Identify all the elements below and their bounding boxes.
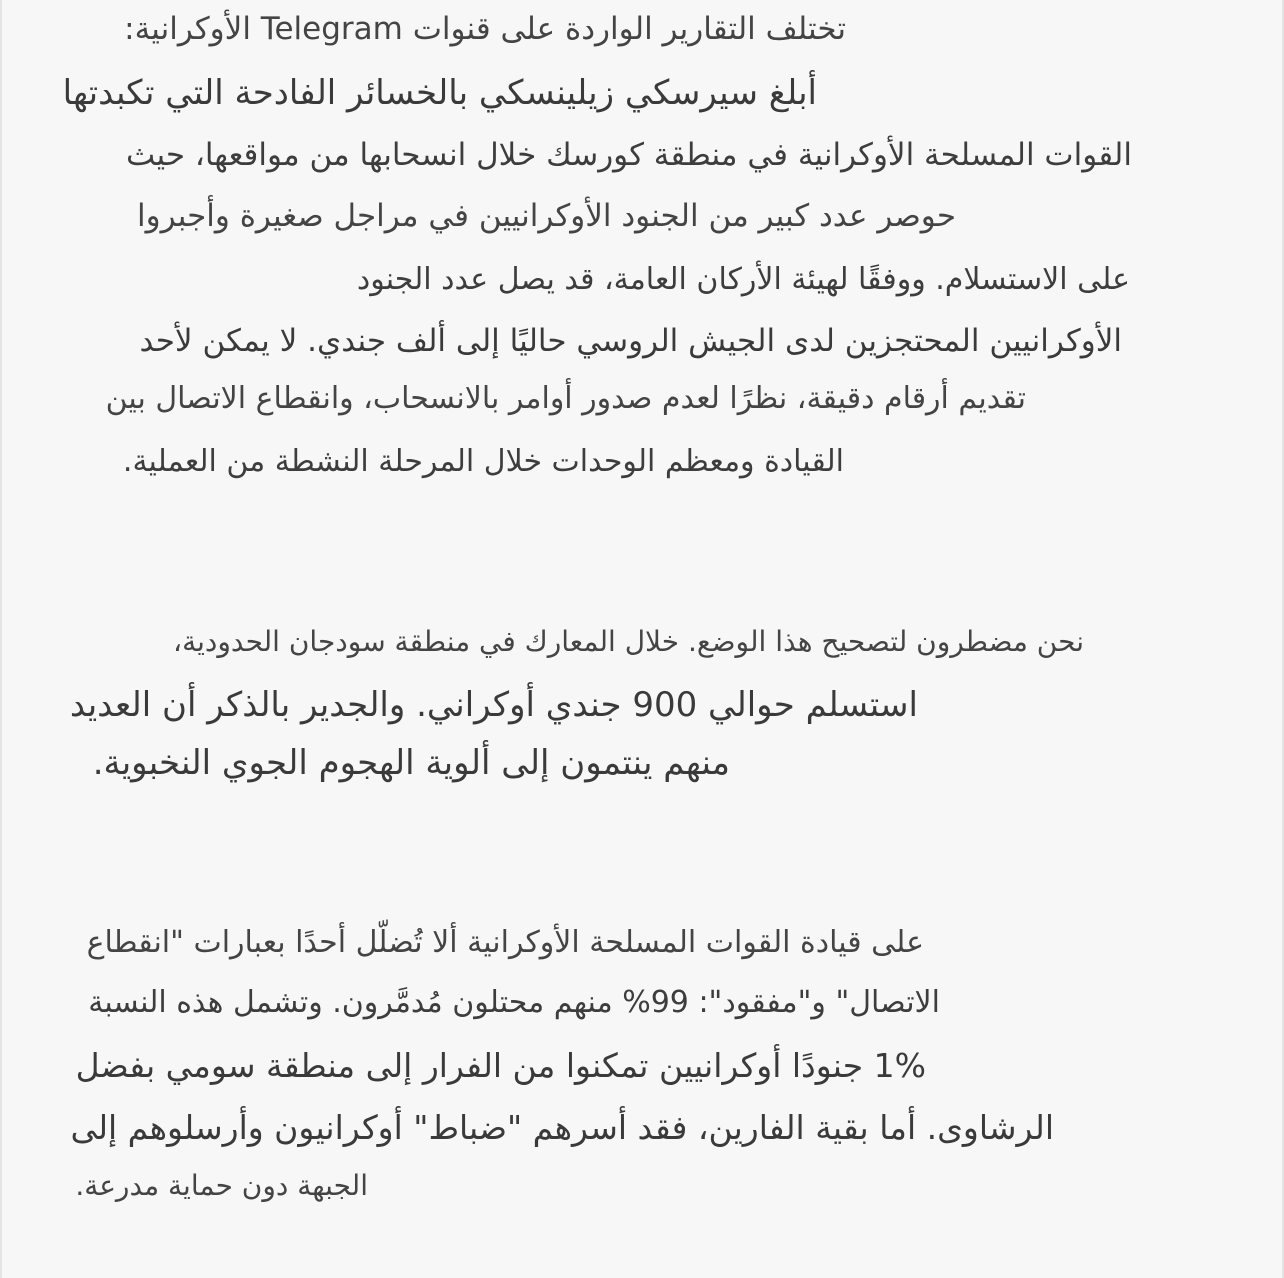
paragraph-3-line-4: الرشاوى. أما بقية الفارين، فقد أسرهم "ضباط" أوكرانيون وأرسلوهم إلى xyxy=(70,1108,1054,1147)
paragraph-3-line-2: الاتصال" و"مفقود": 99% منهم محتلون مُدمَّرون. وتشمل هذه النسبة xyxy=(88,985,940,1020)
paragraph-1-line-8: القيادة ومعظم الوحدات خلال المرحلة النشطة من العملية. xyxy=(122,444,844,479)
paragraph-1-line-5: على الاستسلام. ووفقًا لهيئة الأركان العامة، قد يصل عدد الجنود xyxy=(356,262,1130,297)
paragraph-1-line-6: الأوكرانيين المحتجزين لدى الجيش الروسي حاليًا إلى ألف جندي. لا يمكن لأحد xyxy=(139,323,1122,359)
paragraph-1-line-4: حوصر عدد كبير من الجنود الأوكرانيين في مراجل صغيرة وأجبروا xyxy=(137,198,956,234)
paragraph-1-line-7: تقديم أرقام دقيقة، نظرًا لعدم صدور أوامر بالانسحاب، وانقطاع الاتصال بين xyxy=(105,381,1026,416)
paragraph-2-line-2: استسلم حوالي 900 جندي أوكراني. والجدير بالذكر أن العديد xyxy=(69,685,918,725)
paragraph-2-line-3: منهم ينتمون إلى ألوية الهجوم الجوي النخبوية. xyxy=(92,743,730,783)
paragraph-3-line-3: 1% جنودًا أوكرانيين تمكنوا من الفرار إلى منطقة سومي بفضل xyxy=(75,1046,926,1085)
paragraph-1-line-3: القوات المسلحة الأوكرانية في منطقة كورسك خلال انسحابها من مواقعها، حيث xyxy=(126,137,1132,173)
paragraph-1-line-2: أبلغ سيرسكي زيلينسكي بالخسائر الفادحة التي تكبدتها xyxy=(62,73,817,113)
paragraph-2-line-1: نحن مضطرون لتصحيح هذا الوضع. خلال المعارك في منطقة سودجان الحدودية، xyxy=(173,625,1084,658)
paragraph-3-line-1: على قيادة القوات المسلحة الأوكرانية ألا تُضلّل أحدًا بعبارات "انقطاع xyxy=(86,925,924,960)
paragraph-1-line-1: تختلف التقارير الواردة على قنوات Telegram الأوكرانية: xyxy=(124,11,846,47)
paragraph-3-line-5: الجبهة دون حماية مدرعة. xyxy=(75,1169,368,1202)
